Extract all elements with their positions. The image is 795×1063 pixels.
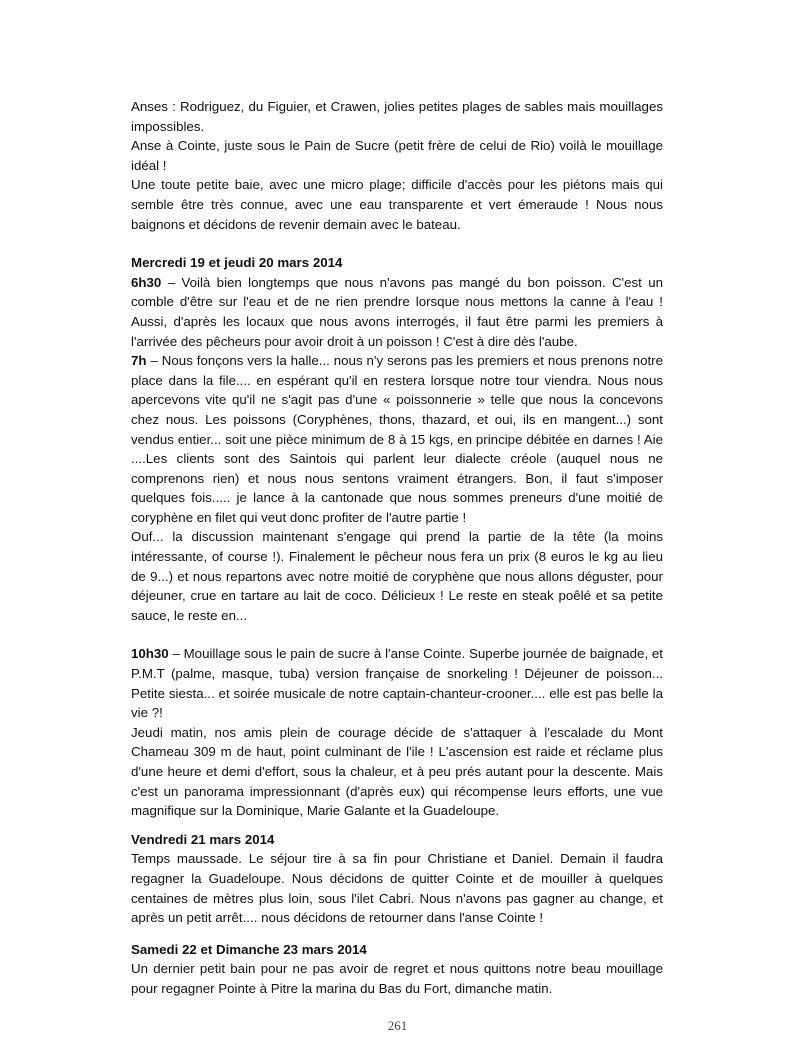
paragraph-6h30 xyxy=(131,273,663,351)
paragraph-anses: Anses : Rodriguez, du Figuier, et Crawen, jolies petites plages de sables mais mouillages impossibles. xyxy=(131,99,663,134)
paragraph-ouf: Ouf... la discussion maintenant s'engage qui prend la partie de la tête (la moins intéressante, of course !). Finalement le pêcheur nous fera un prix (8 euros le kg au lieu de 9...) et nous repartons avec notre moitié de coryphène que nous allons déguster, pour déjeuner, crue en tartare au lait de coco. Délicieux ! Le reste en steak poêlé et sa petite sauce, le reste en... xyxy=(131,529,663,623)
paragraph-7h xyxy=(131,351,663,527)
time-label-10h30: 10h30 xyxy=(131,646,169,662)
heading-samedi: Samedi 22 et Dimanche 23 mars 2014 xyxy=(131,941,367,957)
spacer xyxy=(131,821,663,830)
time-label-7h: 7h xyxy=(131,353,147,369)
paragraph-anse-cointe: Anse à Cointe, juste sous le Pain de Sucre (petit frère de celui de Rio) voilà le mouillage idéal ! xyxy=(131,138,663,173)
text-10h30: – Mouillage sous le pain de sucre à l'anse Cointe. Superbe journée de baignade, et P.M.T (palme, masque, tuba) version française de snorkeling ! Déjeuner de poisson... Petite siesta... et soirée musicale de notre captain-chanteur-crooner.... elle est pas belle la vie ?! xyxy=(131,646,663,721)
document-body xyxy=(131,97,663,999)
paragraph-10h30 xyxy=(131,644,663,722)
spacer xyxy=(131,234,663,253)
spacer xyxy=(131,625,663,644)
text-7h: – Nous fonçons vers la halle... nous n'y serons pas les premiers et nous prenons notre place dans la file.... en espérant qu'il en restera lorsque notre tour viendra. Nous nous apercevons vite qu'il ne s'agit pas d'une « poissonnerie » telle que nous la concevons chez nous. Les poissons (Coryphènes, thons, thazard, et oui, ils en mangent...) sont vendus entier... soit une pièce minimum de 8 à 15 kgs, en principe débitée en darnes ! Aie ....Les clients sont des Saintois qui parlent leur dialecte créole (auquel nous ne comprenons rien) et nous nous sentons vraiment étrangers. Bon, il faut s'imposer quelques fois..... je lance à la cantonade que nous sommes preneurs d'une moitié de coryphène en filet qui veut donc profiter de l'autre partie ! xyxy=(131,353,663,525)
paragraph-jeudi-matin: Jeudi matin, nos amis plein de courage décide de s'attaquer à l'escalade du Mont Chameau 309 m de haut, point culminant de l'ile ! L'ascension est raide et réclame plus d'une heure et demi d'effort, sous la chaleur, et à peu prés autant pour la descente. Mais c'est un panorama impressionnant (d'après eux) qui récompense leurs efforts, une vue magnifique sur la Dominique, Marie Galante et la Guadeloupe. xyxy=(131,724,663,819)
paragraph-baie: Une toute petite baie, avec une micro plage; difficile d'accès pour les piétons mais qui semble être très connue, avec une eau transparente et vert émeraude ! Nous nous baignons et décidons de revenir demain avec le bateau. xyxy=(131,177,663,232)
paragraph-samedi: Un dernier petit bain pour ne pas avoir de regret et nous quittons notre beau mouillage pour regagner Pointe à Pitre la marina du Bas du Fort, dimanche matin. xyxy=(131,961,663,996)
heading-vendredi: Vendredi 21 mars 2014 xyxy=(131,831,275,847)
page-number: 261 xyxy=(387,1018,408,1033)
time-label-6h30: 6h30 xyxy=(131,274,162,290)
spacer xyxy=(131,928,663,940)
paragraph-vendredi: Temps maussade. Le séjour tire à sa fin pour Christiane et Daniel. Demain il faudra regagner la Guadeloupe. Nous décidons de quitter Cointe et de mouiller à quelques centaines de mètres plus loin, sous l'ilet Cabri. Nous n'avons pas gagner au change, et après un petit arrêt.... nous décidons de retourner dans l'anse Cointe ! xyxy=(131,851,663,926)
heading-mercredi: Mercredi 19 et jeudi 20 mars 2014 xyxy=(131,255,343,271)
text-6h30: – Voilà bien longtemps que nous n'avons pas mangé du bon poisson. C'est un comble d'être sur l'eau et de ne rien prendre lorsque nous mettons la canne à l'eau ! Aussi, d'après les locaux que nous avons interrogés, il faut être parmi les premiers à l'arrivée des pêcheurs pour avoir droit à un poisson ! C'est à dire dès l'aube. xyxy=(131,274,663,349)
